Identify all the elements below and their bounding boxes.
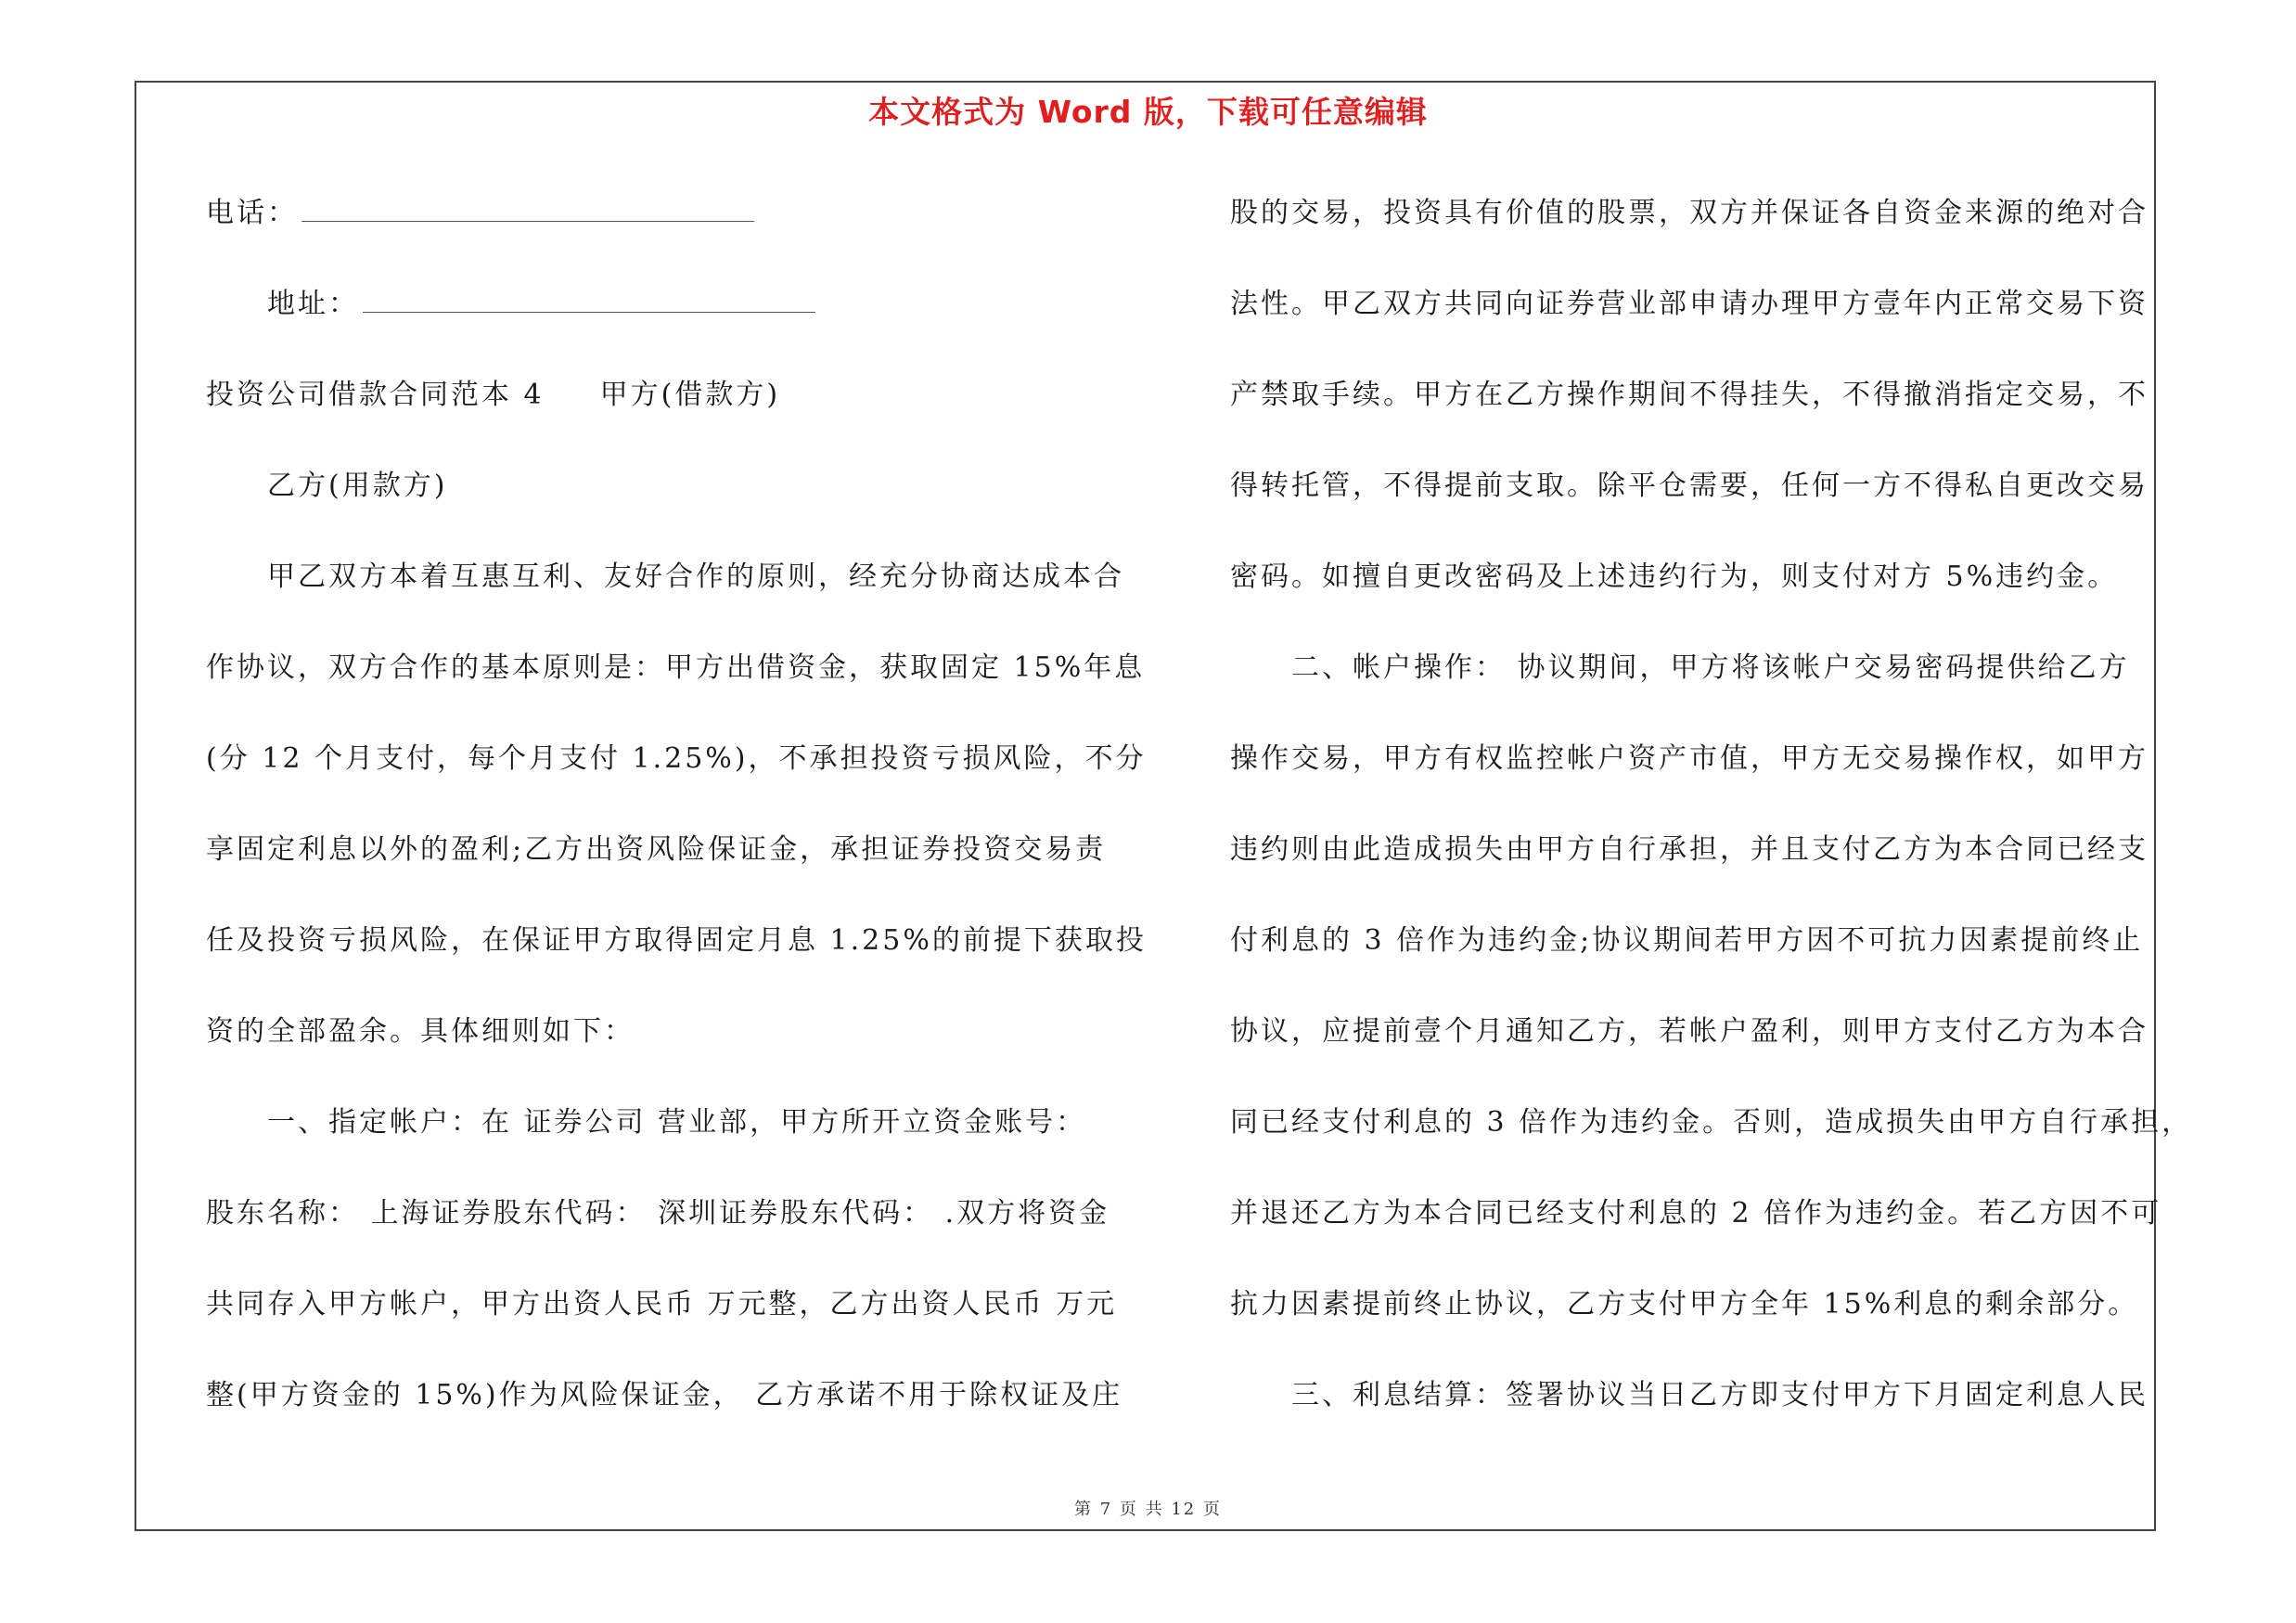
paragraph-line: 同已经支付利息的 3 倍作为违约金。否则，造成损失由甲方自行承担， (1230, 1106, 2193, 1139)
paragraph-line: 三、利息结算：签署协议当日乙方即支付甲方下月固定利息人民 (1291, 1379, 2148, 1411)
paragraph-line: 并退还乙方为本合同已经支付利息的 2 倍作为违约金。若乙方因不可 (1230, 1197, 2162, 1230)
phone-blank-field (301, 195, 754, 222)
phone-line (206, 195, 754, 232)
paragraph-line: (分 12 个月支付，每个月支付 1.25%)，不承担投资亏损风险，不分 (206, 742, 1147, 775)
contract-title-line (206, 377, 780, 414)
address-line (267, 286, 815, 323)
paragraph-line: 整(甲方资金的 15%)作为风险保证金， 乙方承诺不用于除权证及庄 (206, 1379, 1123, 1411)
paragraph-line: 共同存入甲方帐户，甲方出资人民币 万元整，乙方出资人民币 万元 (206, 1288, 1118, 1320)
paragraph-line: 付利息的 3 倍作为违约金;协议期间若甲方因不可抗力因素提前终止 (1230, 924, 2144, 957)
paragraph-line: 股的交易，投资具有价值的股票，双方并保证各自资金来源的绝对合 (1230, 197, 2148, 229)
party-a-label: 甲方(借款方) (599, 379, 781, 411)
paragraph-line: 抗力因素提前终止协议，乙方支付甲方全年 15%利息的剩余部分。 (1230, 1288, 2139, 1320)
paragraph-line: 资的全部盈余。具体细则如下： (206, 1015, 635, 1048)
paragraph-line: 一、指定帐户：在 证券公司 营业部，甲方所开立资金账号： (267, 1106, 1087, 1139)
phone-label: 电话： (206, 197, 298, 229)
paragraph-line: 密码。如擅自更改密码及上述违约行为，则支付对方 5%违约金。 (1230, 560, 2119, 593)
address-blank-field (363, 286, 815, 313)
paragraph-line: 产禁取手续。甲方在乙方操作期间不得挂失，不得撤消指定交易，不 (1230, 379, 2148, 411)
paragraph-line: 协议，应提前壹个月通知乙方，若帐户盈利，则甲方支付乙方为本合 (1230, 1015, 2148, 1048)
paragraph-line: 作协议，双方合作的基本原则是：甲方出借资金，获取固定 15%年息 (206, 651, 1146, 684)
page-number: 第 7 页 共 12 页 (1074, 1500, 1222, 1519)
party-b-label: 乙方(用款方) (267, 470, 448, 502)
paragraph-line: 二、帐户操作： 协议期间，甲方将该帐户交易密码提供给乙方 (1291, 651, 2130, 684)
address-label: 地址： (267, 288, 359, 320)
paragraph-line: 享固定利息以外的盈利;乙方出资风险保证金，承担证券投资交易责 (206, 833, 1107, 866)
paragraph-line: 操作交易，甲方有权监控帐户资产市值，甲方无交易操作权，如甲方 (1230, 742, 2148, 775)
paragraph-line: 任及投资亏损风险，在保证甲方取得固定月息 1.25%的前提下获取投 (206, 924, 1147, 957)
paragraph-line: 法性。甲乙双方共同向证券营业部申请办理甲方壹年内正常交易下资 (1230, 288, 2148, 320)
paragraph-line: 违约则由此造成损失由甲方自行承担，并且支付乙方为本合同已经支 (1230, 833, 2148, 866)
editable-format-banner: 本文格式为 Word 版，下载可任意编辑 (868, 94, 1428, 130)
paragraph-line: 得转托管，不得提前支取。除平仓需要，任何一方不得私自更改交易 (1230, 470, 2148, 502)
contract-title: 投资公司借款合同范本 4 (206, 379, 545, 411)
paragraph-line: 甲乙双方本着互惠互利、友好合作的原则，经充分协商达成本合 (267, 560, 1124, 593)
paragraph-line: 股东名称： 上海证券股东代码： 深圳证券股东代码： .双方将资金 (206, 1197, 1110, 1230)
